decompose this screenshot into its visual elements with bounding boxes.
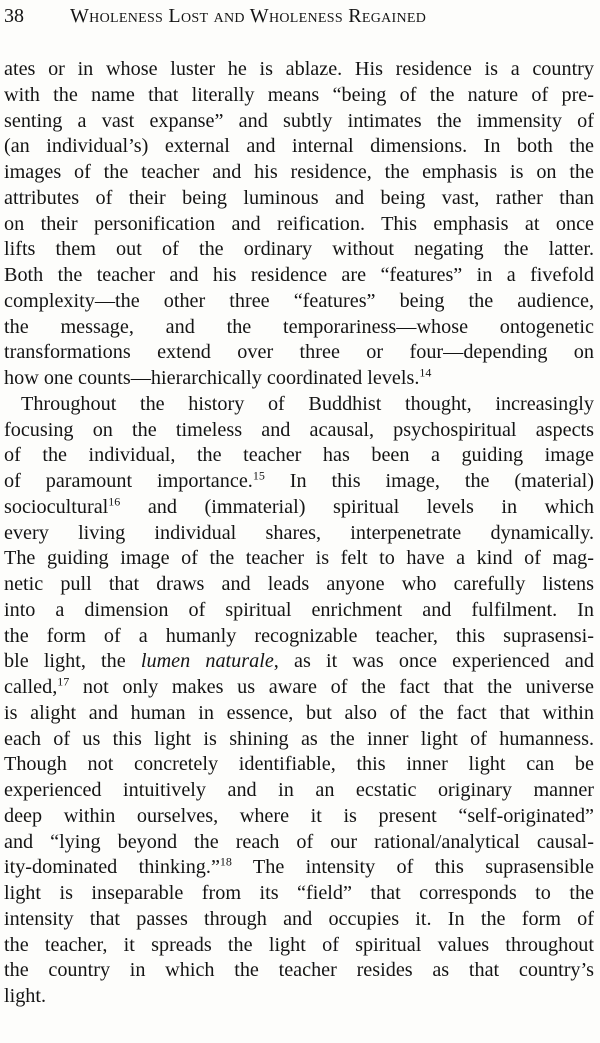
paragraph	[4, 392, 594, 1010]
text-line: complexity—the other three “features” being the audience,	[4, 289, 594, 312]
footnote-marker: 18	[219, 854, 232, 869]
text-line: ble light, the lumen naturale, as it was once experienced and	[4, 650, 594, 673]
text-line: Though not concretely identifiable, this inner light can be	[4, 753, 594, 776]
text-line: Both the teacher and his residence are “features” in a fivefold	[4, 264, 594, 286]
text-line: focusing on the timeless and acausal, psychospiritual aspects	[4, 418, 594, 441]
text-line: is alight and human in essence, but also of the fact that within	[4, 701, 594, 724]
body-text	[4, 57, 594, 1010]
text-line: images of the teacher and his residence, the emphasis is on the	[4, 161, 594, 183]
text-line: on their personification and reification. This emphasis at once	[4, 212, 594, 235]
text-line: called,$^{17}$ not only makes us aware of the fact that the universe	[4, 674, 594, 698]
text-line: experienced intuitively and in an ecstatic originary manner	[4, 779, 594, 801]
footnote-marker: 15	[252, 468, 265, 483]
text-line: transformations extend over three or four—depending on	[4, 341, 594, 364]
text-line: lifts them out of the ordinary without negating the latter.	[4, 238, 594, 261]
text-line: intensity that passes through and occupies it. In the form of	[4, 907, 594, 930]
text-line: of the individual, the teacher has been a guiding image	[4, 444, 594, 467]
text-line: into a dimension of spiritual enrichment and fulfilment. In	[4, 598, 594, 621]
text-line: the teacher, it spreads the light of spiritual values throughout	[4, 933, 594, 956]
footnote-marker: 17	[57, 674, 70, 689]
text-line: senting a vast expanse” and subtly intimates the immensity of	[4, 109, 594, 132]
text-line: and “lying beyond the reach of our rational/analytical causal-	[4, 830, 594, 853]
text-line: the form of a humanly recognizable teacher, this suprasensi-	[4, 624, 594, 647]
text-line: light.	[4, 985, 47, 1007]
running-header	[4, 3, 594, 29]
text-line: every living individual shares, interpenetrate dynamically.	[4, 521, 594, 544]
text-line: The guiding image of the teacher is felt to have a kind of mag-	[4, 547, 594, 570]
paragraph	[4, 57, 594, 392]
running-title: Wholeness Lost and Wholeness Regained	[70, 5, 427, 27]
text-line: attributes of their being luminous and being vast, rather than	[4, 186, 594, 209]
text-line: deep within ourselves, where it is present “self-originated”	[4, 804, 594, 827]
text-line: how one counts—hierarchically coordinated levels.$^{14}$	[4, 365, 432, 389]
footnote-marker: 14	[419, 365, 432, 380]
text-line: light is inseparable from its “field” that corresponds to the	[4, 882, 594, 904]
text-line: ity-dominated thinking.”$^{18}$ The intensity of this suprasensible	[4, 854, 594, 879]
italic-term: lumen naturale	[140, 650, 274, 673]
footnote-marker: 16	[108, 494, 121, 509]
text-line: each of us this light is shining as the inner light of humanness.	[4, 727, 594, 750]
text-line: netic pull that draws and leads anyone who carefully listens	[4, 573, 594, 595]
text-line: of paramount importance.$^{15}$ In this image, the (material)	[4, 468, 594, 492]
text-line: the country in which the teacher resides as that country’s	[4, 959, 594, 982]
text-line: (an individual’s) external and internal dimensions. In both the	[4, 135, 594, 158]
text-line: the message, and the temporariness—whose ontogenetic	[4, 315, 594, 338]
text-line: with the name that literally means “being of the nature of pre-	[4, 83, 594, 106]
text-line: sociocultural$^{16}$ and (immaterial) spiritual levels in which	[4, 494, 594, 518]
text-line: Throughout the history of Buddhist thought, increasingly	[21, 392, 594, 415]
page-number: 38	[4, 5, 24, 27]
text-line: ates or in whose luster he is ablaze. His residence is a country	[4, 58, 594, 80]
